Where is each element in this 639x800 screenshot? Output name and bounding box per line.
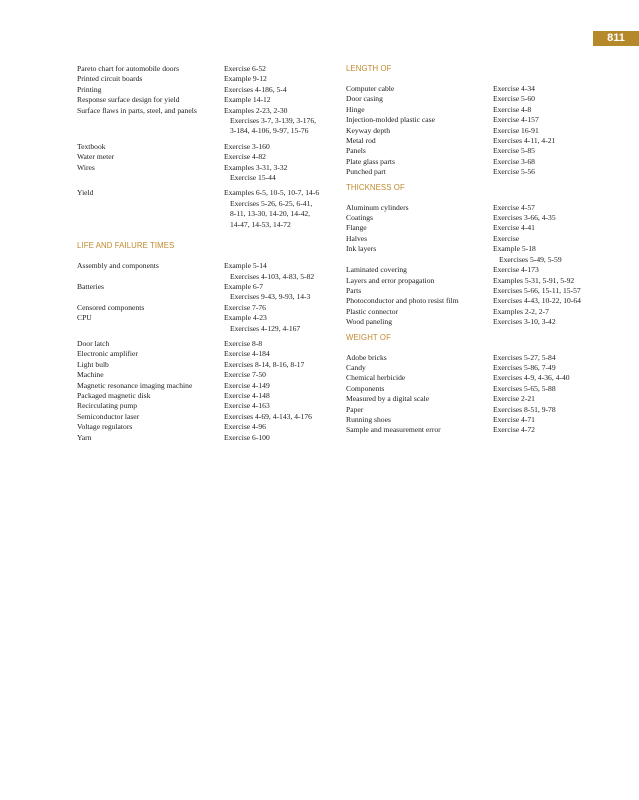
index-ref: Exercises 4-11, 4-21 bbox=[493, 136, 556, 146]
index-ref: Exercise 5-56 bbox=[493, 167, 535, 177]
index-term: Coatings bbox=[346, 213, 374, 223]
index-ref: Exercise 4-96 bbox=[224, 422, 266, 432]
index-entry bbox=[77, 282, 332, 292]
index-entry bbox=[77, 261, 332, 271]
index-ref: Exercise 5-60 bbox=[493, 94, 535, 104]
index-ref: Exercise 4-57 bbox=[493, 202, 535, 212]
index-ref: Exercises 8-51, 9-78 bbox=[493, 404, 556, 414]
continuation-line: Exercises 3-7, 3-139, 3-176, bbox=[230, 116, 317, 126]
index-column-right bbox=[346, 64, 606, 436]
index-entry bbox=[346, 353, 606, 363]
index-term: Response surface design for yield bbox=[77, 95, 180, 105]
index-term: Wires bbox=[77, 162, 95, 172]
index-entry bbox=[346, 244, 606, 254]
index-ref: Exercise 5-85 bbox=[493, 146, 535, 156]
continuation-line: Exercises 5-26, 6-25, 6-41, bbox=[230, 198, 313, 208]
index-ref: Exercise 4-8 bbox=[493, 104, 532, 114]
index-entry bbox=[77, 339, 332, 349]
index-ref: Exercise 7-76 bbox=[224, 302, 266, 312]
index-ref: Exercises 5-27, 5-84 bbox=[493, 352, 556, 362]
index-entry bbox=[346, 373, 606, 383]
index-term: Censored components bbox=[77, 302, 145, 312]
index-term: Door casing bbox=[346, 94, 383, 104]
index-ref: Exercise 8-8 bbox=[224, 338, 263, 348]
index-ref: Exercises 3-10, 3-42 bbox=[493, 317, 556, 327]
entry-group bbox=[77, 339, 332, 443]
entry-group bbox=[77, 303, 332, 324]
index-entry bbox=[77, 433, 332, 443]
index-entry bbox=[346, 203, 606, 213]
index-term: Computer cable bbox=[346, 84, 395, 93]
index-term: Injection-molded plastic case bbox=[346, 115, 435, 125]
index-term: Assembly and components bbox=[77, 261, 159, 271]
index-entry bbox=[346, 105, 606, 115]
index-entry bbox=[346, 157, 606, 167]
index-term: Ink layers bbox=[346, 244, 377, 254]
index-term: Wood paneling bbox=[346, 317, 392, 327]
index-ref: Exercise 4-82 bbox=[224, 152, 266, 162]
index-entry bbox=[77, 422, 332, 432]
index-term: Water meter bbox=[77, 152, 115, 162]
index-ref: Exercise 2-21 bbox=[493, 394, 535, 404]
index-ref: Exercise 4-184 bbox=[224, 349, 270, 359]
index-term: Panels bbox=[346, 146, 366, 156]
index-term: Door latch bbox=[77, 338, 110, 348]
index-entry bbox=[346, 425, 606, 435]
index-term: Recirculating pump bbox=[77, 401, 138, 411]
index-ref: Exercise 4-157 bbox=[493, 115, 539, 125]
index-term: Layers and error propagation bbox=[346, 275, 435, 285]
index-ref: Exercise 4-163 bbox=[224, 401, 270, 411]
index-entry bbox=[346, 307, 606, 317]
index-entry bbox=[346, 317, 606, 327]
index-entry bbox=[77, 106, 332, 116]
entry-group bbox=[346, 84, 606, 178]
index-term: Metal rod bbox=[346, 136, 376, 146]
index-entry bbox=[77, 349, 332, 359]
index-entry bbox=[346, 136, 606, 146]
entry-group bbox=[77, 142, 332, 173]
continuation-line: Exercise 15-44 bbox=[230, 173, 276, 183]
index-term: Yarn bbox=[77, 432, 92, 442]
index-entry bbox=[77, 95, 332, 105]
index-term: Paper bbox=[346, 404, 364, 414]
index-term: Adobe bricks bbox=[346, 352, 387, 362]
index-entry bbox=[346, 167, 606, 177]
index-term: Printing bbox=[77, 84, 102, 94]
index-term: Textbook bbox=[77, 141, 106, 151]
index-term: Magnetic resonance imaging machine bbox=[77, 380, 193, 390]
index-ref: Exercises 5-65, 5-88 bbox=[493, 383, 556, 393]
index-entry bbox=[346, 363, 606, 373]
index-entry bbox=[77, 163, 332, 173]
index-ref: Exercises 3-66, 4-35 bbox=[493, 213, 556, 223]
entry-group bbox=[346, 353, 606, 436]
index-entry bbox=[77, 74, 332, 84]
index-term: Semiconductor laser bbox=[77, 411, 140, 421]
index-term: CPU bbox=[77, 313, 92, 323]
index-entry bbox=[77, 64, 332, 74]
index-entry bbox=[346, 146, 606, 156]
index-ref: Examples 5-31, 5-91, 5-92 bbox=[493, 275, 575, 285]
index-ref: Exercise 4-41 bbox=[493, 223, 535, 233]
index-ref: Examples 6-5, 10-5, 10-7, 14-6 bbox=[224, 188, 320, 198]
index-entry bbox=[346, 405, 606, 415]
index-entry bbox=[346, 126, 606, 136]
index-entry bbox=[77, 401, 332, 411]
index-entry bbox=[346, 384, 606, 394]
continuation-line: 14-47, 14-53, 14-72 bbox=[230, 219, 291, 229]
index-ref: Exercise 6-52 bbox=[224, 64, 266, 73]
index-ref: Exercise bbox=[493, 233, 520, 243]
index-ref: Examples 2-2, 2-7 bbox=[493, 306, 549, 316]
index-entry bbox=[346, 415, 606, 425]
index-entry bbox=[346, 234, 606, 244]
continuation-line: Exercises 9-43, 9-93, 14-3 bbox=[230, 292, 311, 302]
index-term: Plastic connector bbox=[346, 306, 399, 316]
index-ref: Example 5-18 bbox=[493, 244, 536, 254]
index-term: Surface flaws in parts, steel, and panels bbox=[77, 105, 197, 115]
index-ref: Exercise 7-50 bbox=[224, 370, 266, 380]
index-entry bbox=[77, 391, 332, 401]
index-term: Voltage regulators bbox=[77, 422, 133, 432]
index-term: Laminated covering bbox=[346, 265, 407, 275]
index-term: Chemical herbicide bbox=[346, 373, 406, 383]
index-term: Halves bbox=[346, 233, 368, 243]
index-entry bbox=[346, 94, 606, 104]
index-ref: Exercises 5-86, 7-49 bbox=[493, 362, 556, 372]
index-entry bbox=[346, 296, 606, 306]
index-term: Pareto chart for automobile doors bbox=[77, 64, 180, 73]
index-column-left bbox=[77, 64, 332, 443]
index-entry bbox=[77, 381, 332, 391]
index-entry bbox=[77, 188, 332, 198]
index-term: Aluminum cylinders bbox=[346, 202, 409, 212]
continuation-line: Exercises 5-49, 5-59 bbox=[499, 254, 562, 264]
index-entry bbox=[346, 223, 606, 233]
index-entry bbox=[346, 276, 606, 286]
index-entry bbox=[346, 84, 606, 94]
index-ref: Examples 3-31, 3-32 bbox=[224, 162, 288, 172]
index-entry bbox=[77, 152, 332, 162]
index-term: Components bbox=[346, 383, 385, 393]
section-heading: LENGTH OF bbox=[346, 64, 392, 73]
index-entry bbox=[346, 213, 606, 223]
index-ref: Example 4-23 bbox=[224, 313, 267, 323]
entry-group bbox=[346, 265, 606, 327]
index-entry bbox=[77, 313, 332, 323]
index-ref: Exercise 4-173 bbox=[493, 265, 539, 275]
entry-group bbox=[77, 64, 332, 116]
index-ref: Exercise 3-160 bbox=[224, 141, 270, 151]
index-ref: Example 5-14 bbox=[224, 261, 267, 271]
index-ref: Example 9-12 bbox=[224, 74, 267, 84]
index-term: Electronic amplifier bbox=[77, 349, 138, 359]
index-term: Parts bbox=[346, 285, 362, 295]
index-term: Running shoes bbox=[346, 414, 391, 424]
continuation-line: Exercises 4-103, 4-83, 5-82 bbox=[230, 271, 315, 281]
index-term: Light bulb bbox=[77, 359, 109, 369]
index-ref: Exercises 4-43, 10-22, 10-64 bbox=[493, 296, 581, 306]
section-heading: LIFE AND FAILURE TIMES bbox=[77, 241, 175, 251]
index-term: Sample and measurement error bbox=[346, 425, 441, 435]
index-term: Plate glass parts bbox=[346, 156, 395, 166]
index-entry bbox=[346, 286, 606, 296]
entry-group bbox=[346, 203, 606, 255]
index-ref: Exercise 3-68 bbox=[493, 156, 535, 166]
index-ref: Exercise 4-71 bbox=[493, 414, 535, 424]
index-ref: Exercise 16-91 bbox=[493, 125, 539, 135]
index-ref: Exercises 4-186, 5-4 bbox=[224, 84, 287, 94]
index-term: Measured by a digital scale bbox=[346, 394, 430, 404]
index-entry bbox=[77, 360, 332, 370]
index-ref: Example 6-7 bbox=[224, 281, 264, 291]
index-ref: Exercises 4-9, 4-36, 4-40 bbox=[493, 373, 570, 383]
index-entry bbox=[77, 412, 332, 422]
index-ref: Exercise 6-100 bbox=[224, 432, 270, 442]
index-ref: Exercises 4-69, 4-143, 4-176 bbox=[224, 411, 312, 421]
continuation-line: Exercises 4-129, 4-167 bbox=[230, 323, 301, 333]
index-entry bbox=[77, 370, 332, 380]
index-entry bbox=[77, 142, 332, 152]
index-term: Hinge bbox=[346, 104, 365, 114]
index-term: Packaged magnetic disk bbox=[77, 390, 151, 400]
index-term: Yield bbox=[77, 188, 94, 198]
index-term: Photoconductor and photo resist film bbox=[346, 296, 459, 306]
continuation-line: 3-184, 4-106, 9-97, 15-76 bbox=[230, 126, 309, 136]
index-term: Keyway depth bbox=[346, 125, 391, 135]
index-ref: Example 14-12 bbox=[224, 95, 271, 105]
index-entry bbox=[77, 303, 332, 313]
index-entry bbox=[77, 85, 332, 95]
section-heading: WEIGHT OF bbox=[346, 332, 391, 342]
index-term: Printed circuit boards bbox=[77, 74, 143, 84]
index-entry bbox=[346, 115, 606, 125]
index-term: Machine bbox=[77, 370, 104, 380]
index-term: Batteries bbox=[77, 281, 104, 291]
index-term: Punched part bbox=[346, 167, 386, 177]
section-heading: THICKNESS OF bbox=[346, 182, 405, 192]
index-term: Candy bbox=[346, 362, 366, 372]
index-ref: Exercise 4-72 bbox=[493, 425, 535, 435]
index-ref: Exercise 4-149 bbox=[224, 380, 270, 390]
index-ref: Exercise 4-148 bbox=[224, 390, 270, 400]
index-ref: Examples 2-23, 2-30 bbox=[224, 105, 288, 115]
index-entry bbox=[346, 394, 606, 404]
index-ref: Exercises 5-66, 15-11, 15-57 bbox=[493, 285, 581, 295]
continuation-line: 8-11, 13-30, 14-20, 14-42, bbox=[230, 209, 311, 219]
index-ref: Exercises 8-14, 8-16, 8-17 bbox=[224, 359, 305, 369]
index-term: Flange bbox=[346, 223, 367, 233]
index-ref: Exercise 4-34 bbox=[493, 84, 535, 93]
page-number-tab: 811 bbox=[593, 31, 639, 46]
index-entry bbox=[346, 265, 606, 275]
